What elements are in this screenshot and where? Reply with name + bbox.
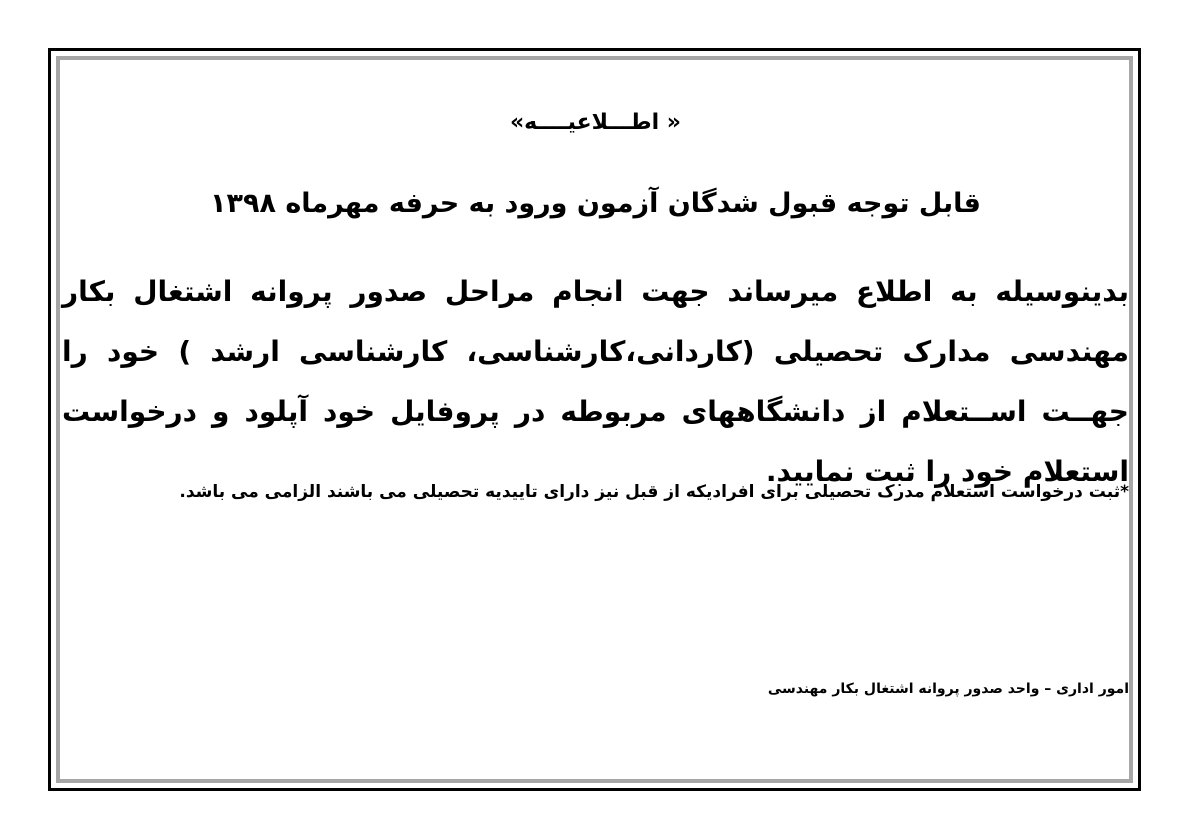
notice-note: *ثبت درخواست استعلام مدرک تحصیلی برای افرادیکه از قبل نیز دارای تاییدیه تحصیلی می باشند الزامی می باشد. xyxy=(179,482,1129,502)
notice-subtitle: قابل توجه قبول شدگان آزمون ورود به حرفه مهرماه ۱۳۹۸ xyxy=(210,188,981,219)
notice-body: بدینوسیله به اطلاع میرساند جهت انجام مراحل صدور پروانه اشتغال بکار مهندسی مدارک تحصیلی (کاردانی،کارشناسی، کارشناسی ارشد ) خود را جهــت اســتعلام از دانشگاههای مربوطه در پروفایل خود آپلود و درخواست استعلام خود را ثبت نمایید. xyxy=(62,275,1129,488)
notice-content xyxy=(62,0,1129,840)
notice-heading: « اطـــلاعیــــه» xyxy=(509,110,682,135)
notice-footer-signature: امور اداری – واحد صدور پروانه اشتغال بکار مهندسی xyxy=(767,681,1129,697)
